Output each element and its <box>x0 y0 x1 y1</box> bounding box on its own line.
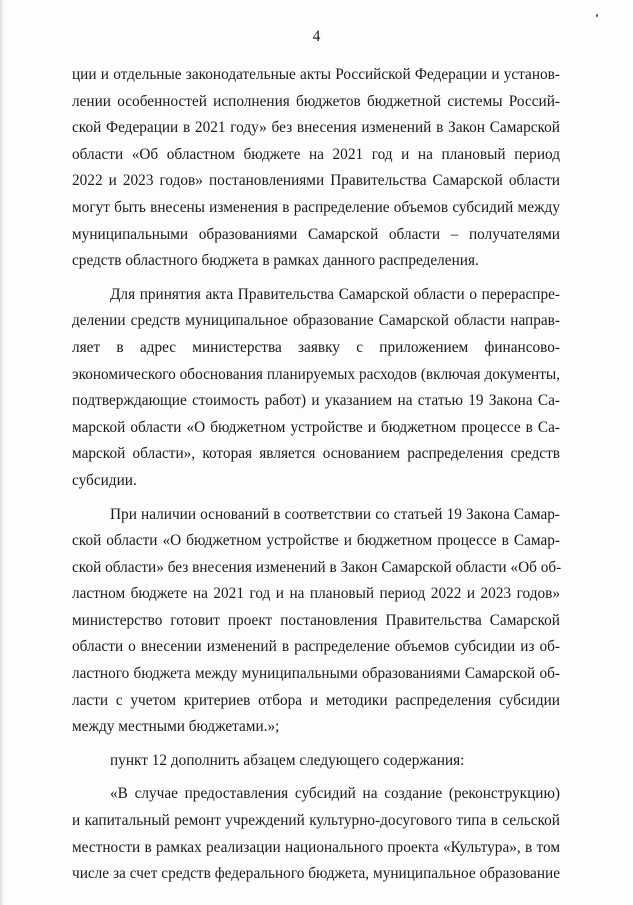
paragraph-1 <box>72 62 560 275</box>
text-line: числе за счет средств федерального бюджета, муниципальное образование <box>72 865 560 883</box>
text-line: При наличии оснований в соответствии со статьей 19 Закона Самар- <box>110 505 560 523</box>
text-line: министерство готовит проект постановления Правительства Самарской <box>72 611 560 629</box>
text-line: области «Об областном бюджете на 2021 год и на плановый период <box>72 145 560 163</box>
paragraph-2 <box>72 282 560 495</box>
document-body <box>72 62 560 888</box>
text-line: могут быть внесены изменения в распределение объемов субсидий между <box>72 198 560 216</box>
text-line: Для принятия акта Правительства Самарской области о перераспре- <box>110 285 560 303</box>
text-line: ской области «О бюджетном устройстве и бюджетном процессе в Самар- <box>72 532 560 550</box>
paragraph-3 <box>72 502 560 741</box>
text-line: «В случае предоставления субсидий на создание (реконструкцию) <box>110 785 560 803</box>
page-number: 4 <box>312 28 321 45</box>
text-line: экономического обоснования планируемых расходов (включая документы, <box>72 365 560 383</box>
text-line: местности в рамках реализации национального проекта «Культура», в том <box>72 838 560 856</box>
paragraph-5 <box>72 781 560 887</box>
text-line: муниципальными образованиями Самарской области – получателями <box>72 225 560 243</box>
text-line: ластном бюджете на 2021 год и на плановый период 2022 и 2023 годов» <box>72 585 560 603</box>
text-line: средств областного бюджета в рамках данного распределения. <box>72 252 479 270</box>
text-line: ской Федерации в 2021 году» без внесения изменений в Закон Самарской <box>72 119 560 137</box>
text-line: ции и отдельные законодательные акты Российской Федерации и установ- <box>72 66 560 83</box>
text-line: подтверждающие стоимость работ) и указанием на статью 19 Закона Са- <box>72 392 560 410</box>
text-line: ляет в адрес министерства заявку с приложением финансово- <box>72 338 560 356</box>
text-line: ласти с учетом критериев отбора и методики распределения субсидии <box>72 691 560 709</box>
text-line: ластного бюджета между муниципальными образованиями Самарской об- <box>72 665 560 683</box>
text-line: и капитальный ремонт учреждений культурно-досугового типа в сельской <box>72 812 560 830</box>
text-line: субсидии. <box>72 471 137 489</box>
text-line: области о внесении изменений в распределение объемов субсидии из об- <box>72 638 560 656</box>
paragraph-4 <box>72 748 560 775</box>
text-line: марской области», которая является основанием распределения средств <box>72 445 560 463</box>
text-line: 2022 и 2023 годов» постановлениями Правительства Самарской области <box>72 172 560 190</box>
scan-speck <box>596 14 598 17</box>
text-line: между местными бюджетами.»; <box>72 718 280 736</box>
text-line: марской области «О бюджетном устройстве и бюджетном процессе в Са- <box>72 418 560 436</box>
page-edge-shadow <box>0 0 5 905</box>
text-line: делении средств муниципальное образование Самарской области направ- <box>72 312 560 330</box>
text-line: ской области» без внесения изменений в Закон Самарской области «Об об- <box>72 558 562 576</box>
text-line: лении особенностей исполнения бюджетов бюджетной системы Россий- <box>72 92 560 110</box>
text-line: пункт 12 дополнить абзацем следующего содержания: <box>110 751 465 769</box>
